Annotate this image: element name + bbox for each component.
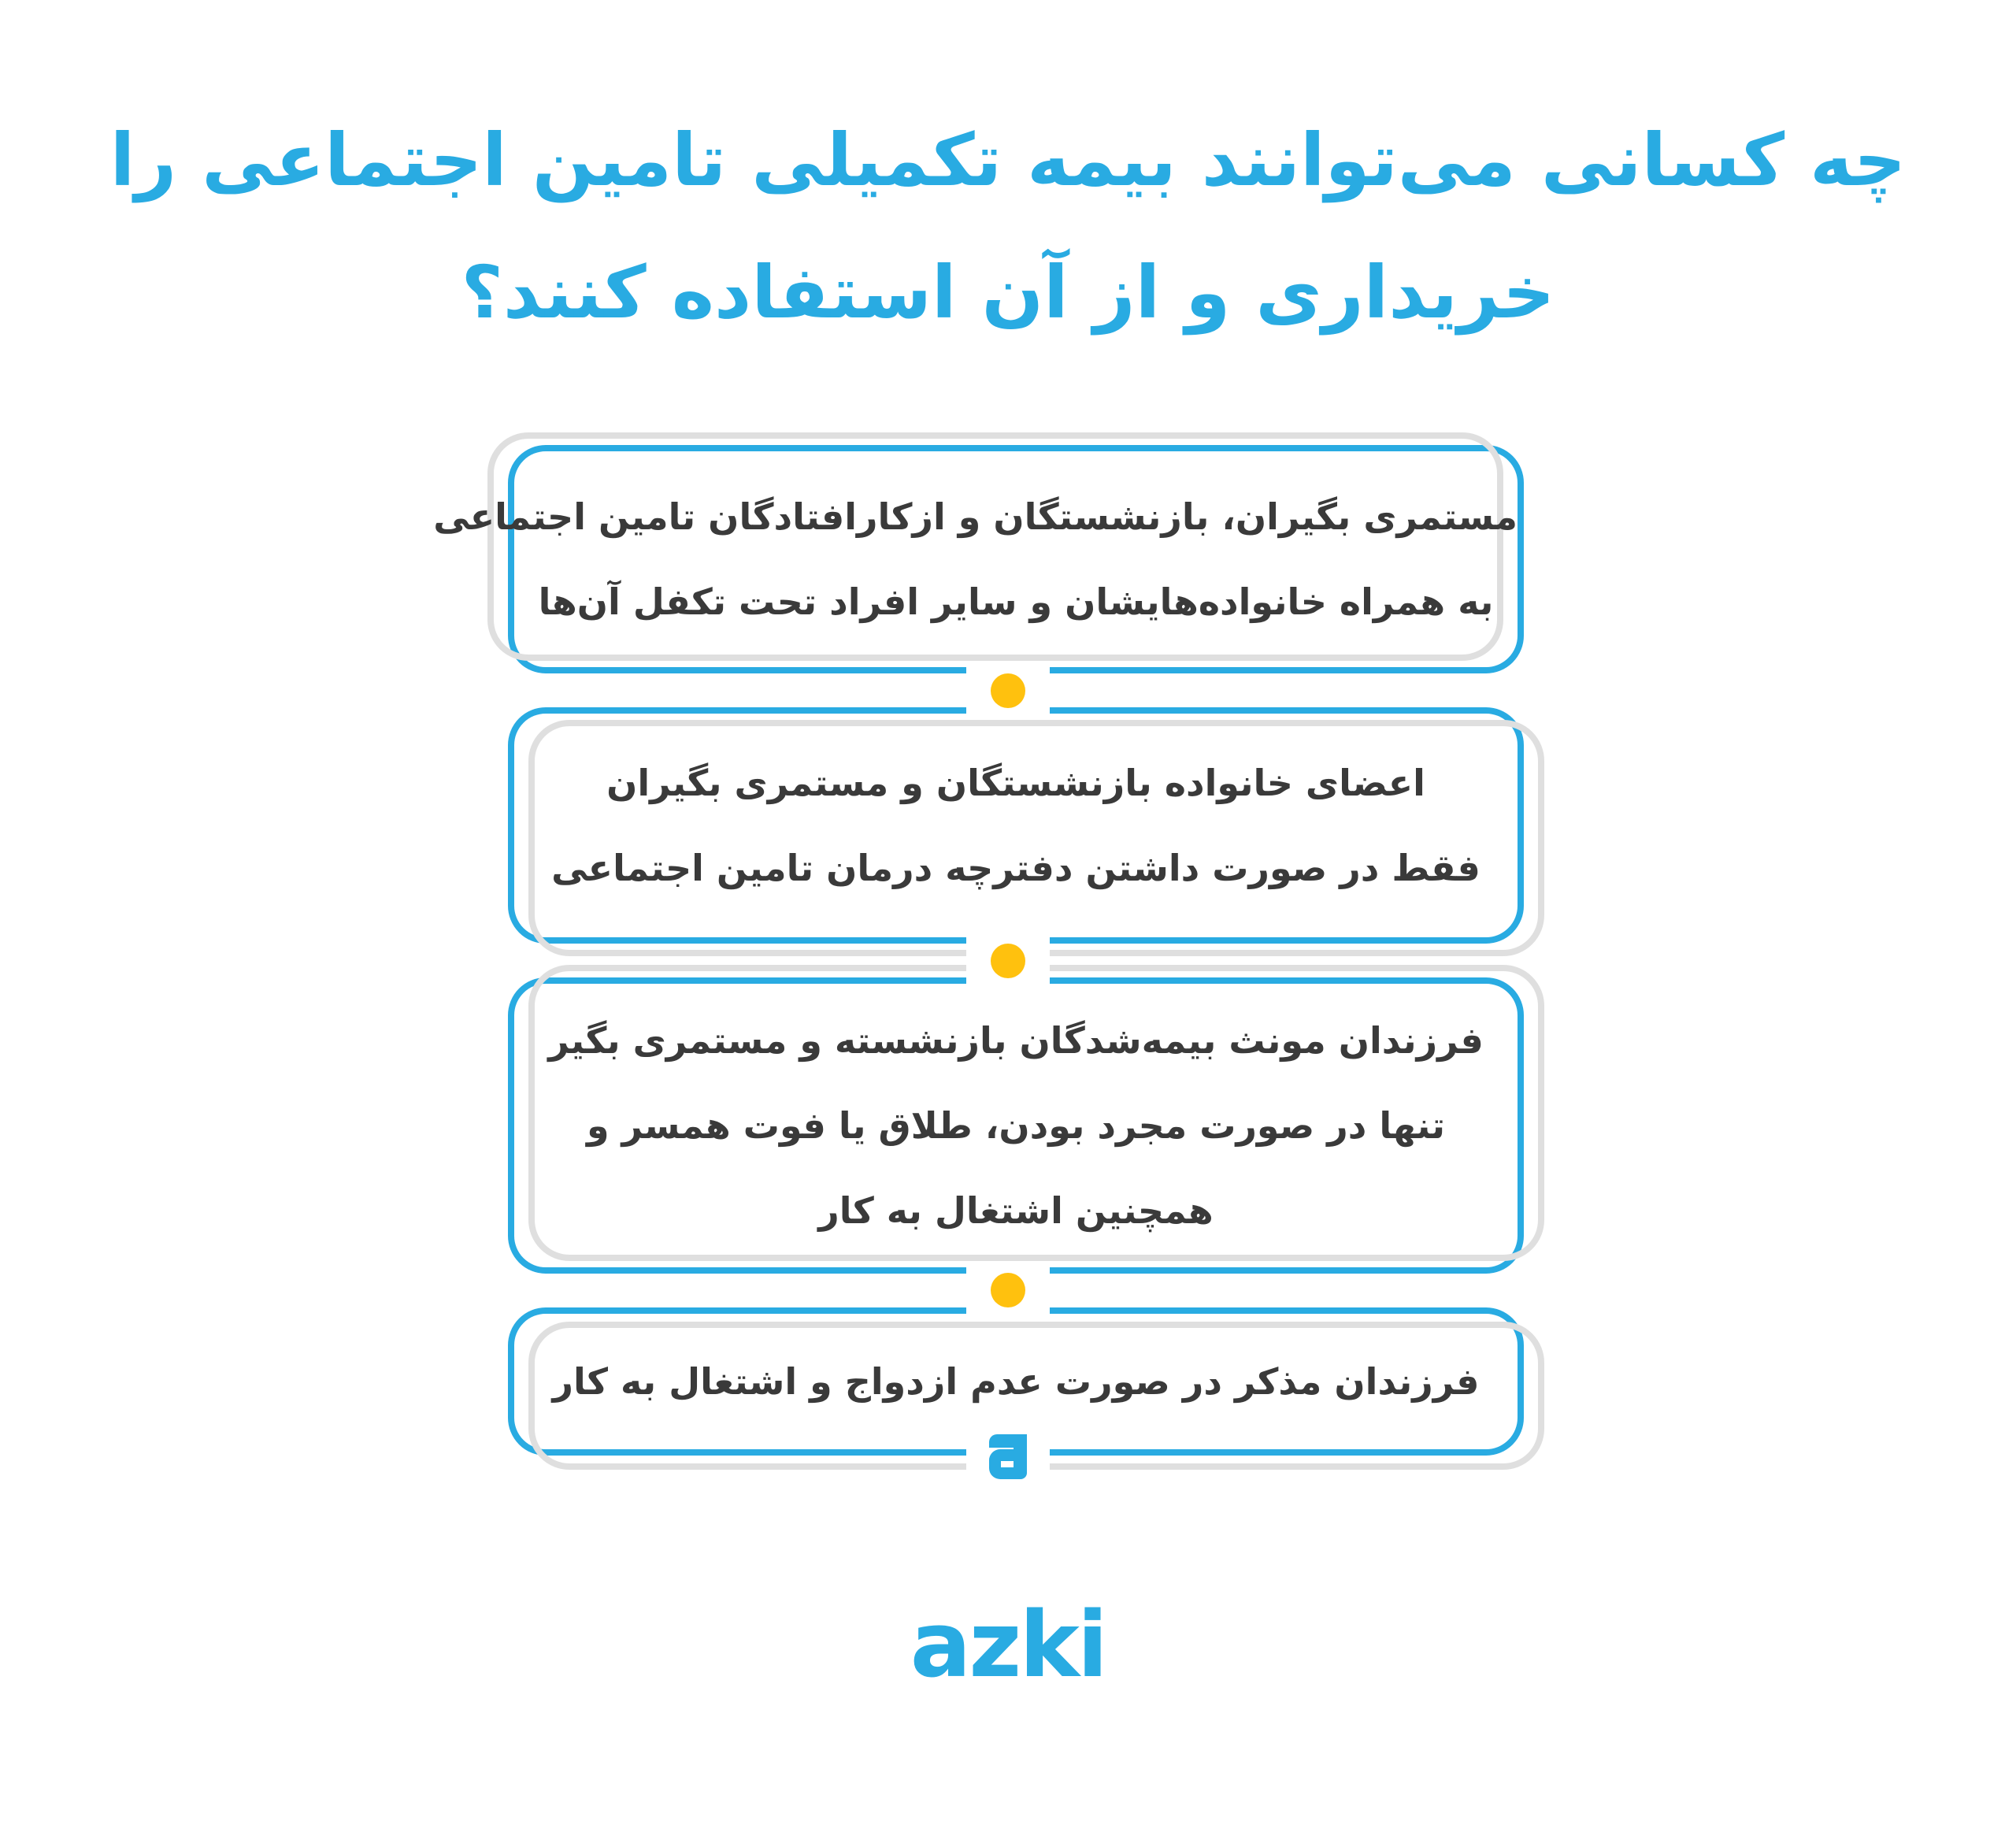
page-title	[0, 95, 2016, 359]
page-title-line-1: چه کسانی می‌توانند بیمه تکمیلی تامین اجتماعی را	[109, 118, 1907, 202]
page-title-line-2: خریداری و از آن استفاده کنند؟	[461, 250, 1555, 335]
eligibility-card-family-members	[508, 707, 1524, 944]
card-text-line: فرزندان مونث بیمه‌شدگان بازنشسته و مستمری بگیر	[548, 1019, 1484, 1062]
connector-junction-2	[966, 934, 1050, 988]
connector-dot-icon	[991, 1273, 1025, 1307]
eligibility-card-pensioners	[433, 445, 1524, 673]
connector-junction-3	[966, 1263, 1050, 1317]
card-text-line: تنها در صورت مجرد بودن، طلاق یا فوت همسر و	[586, 1104, 1446, 1147]
card-text-line: همچنین اشتغال به کار	[818, 1189, 1214, 1232]
connector-dot-icon	[991, 944, 1025, 978]
connector-junction-1	[966, 664, 1050, 718]
azki-logo: azki	[910, 1593, 1106, 1698]
card-text-line: فرزندان مذکر در صورت عدم ازدواج و اشتغال به کار	[552, 1360, 1480, 1403]
card-text-line: مستمری بگیران، بازنشستگان و ازکارافتادگان تامین اجتماعی	[433, 495, 1518, 538]
azki-a-mark-icon	[989, 1434, 1027, 1479]
connector-dot-icon	[991, 673, 1025, 708]
card-text-line: به همراه خانواده‌هایشان و سایر افراد تحت تکفل آن‌ها	[538, 580, 1494, 623]
azki-a-mark-wrap	[966, 1431, 1050, 1482]
card-text-line: اعضای خانواده بازنشستگان و مستمری بگیران	[606, 762, 1425, 804]
card-text-line: فقط در صورت داشتن دفترچه درمان تامین اجتماعی	[551, 847, 1480, 889]
eligibility-card-female-children	[508, 977, 1524, 1274]
